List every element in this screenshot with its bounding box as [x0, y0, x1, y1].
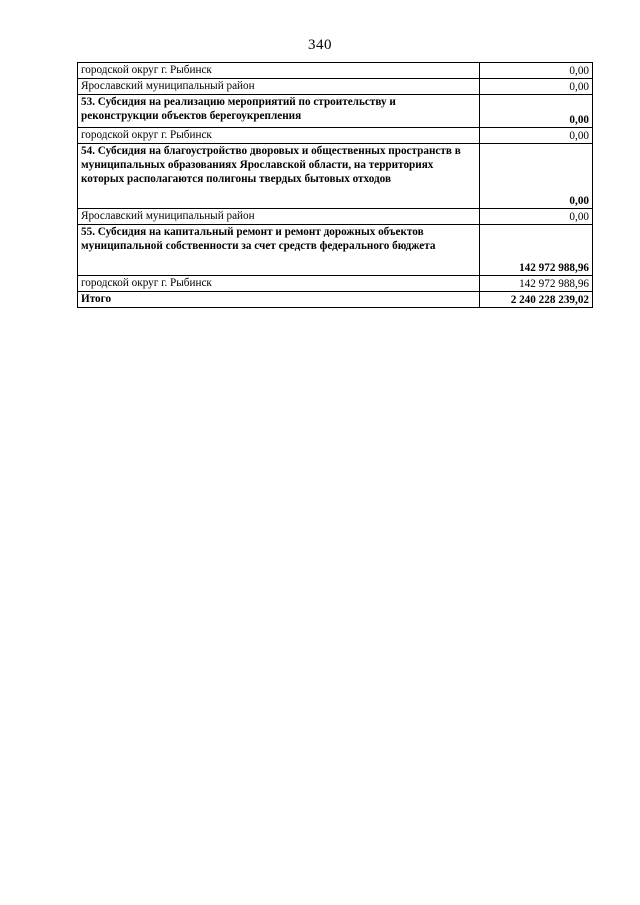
section-header-row: [78, 95, 593, 128]
page-number: 340: [308, 37, 332, 53]
row-amount: 0,00: [480, 95, 593, 128]
row-name: Ярославский муниципальный район: [78, 209, 480, 225]
row-amount: 0,00: [480, 79, 593, 95]
row-amount: 142 972 988,96: [480, 225, 593, 276]
row-name: 53. Субсидия на реализацию мероприятий по строительству и реконструкции объектов берегоукрепления: [78, 95, 480, 128]
row-name: городской округ г. Рыбинск: [78, 128, 480, 144]
row-name: 54. Субсидия на благоустройство дворовых и общественных пространств в муниципальных образованиях Ярославской области, на территориях которых располагаются полигоны твердых бытовых отходов: [78, 144, 480, 209]
row-amount: 142 972 988,96: [480, 276, 593, 292]
row-name: Ярославский муниципальный район: [78, 79, 480, 95]
row-name: городской округ г. Рыбинск: [78, 63, 480, 79]
total-row: [78, 292, 593, 308]
section-header-row: [78, 225, 593, 276]
subsidy-table: [77, 62, 593, 308]
row-amount: 0,00: [480, 63, 593, 79]
table-row: [78, 63, 593, 79]
section-header-row: [78, 144, 593, 209]
row-name: городской округ г. Рыбинск: [78, 276, 480, 292]
total-amount: 2 240 228 239,02: [480, 292, 593, 308]
total-label: Итого: [78, 292, 480, 308]
table-row: [78, 79, 593, 95]
row-amount: 0,00: [480, 144, 593, 209]
row-name: 55. Субсидия на капитальный ремонт и ремонт дорожных объектов муниципальной собственности за счет средств федерального бюджета: [78, 225, 480, 276]
row-amount: 0,00: [480, 209, 593, 225]
table-row: [78, 276, 593, 292]
table-row: [78, 209, 593, 225]
row-amount: 0,00: [480, 128, 593, 144]
table-row: [78, 128, 593, 144]
